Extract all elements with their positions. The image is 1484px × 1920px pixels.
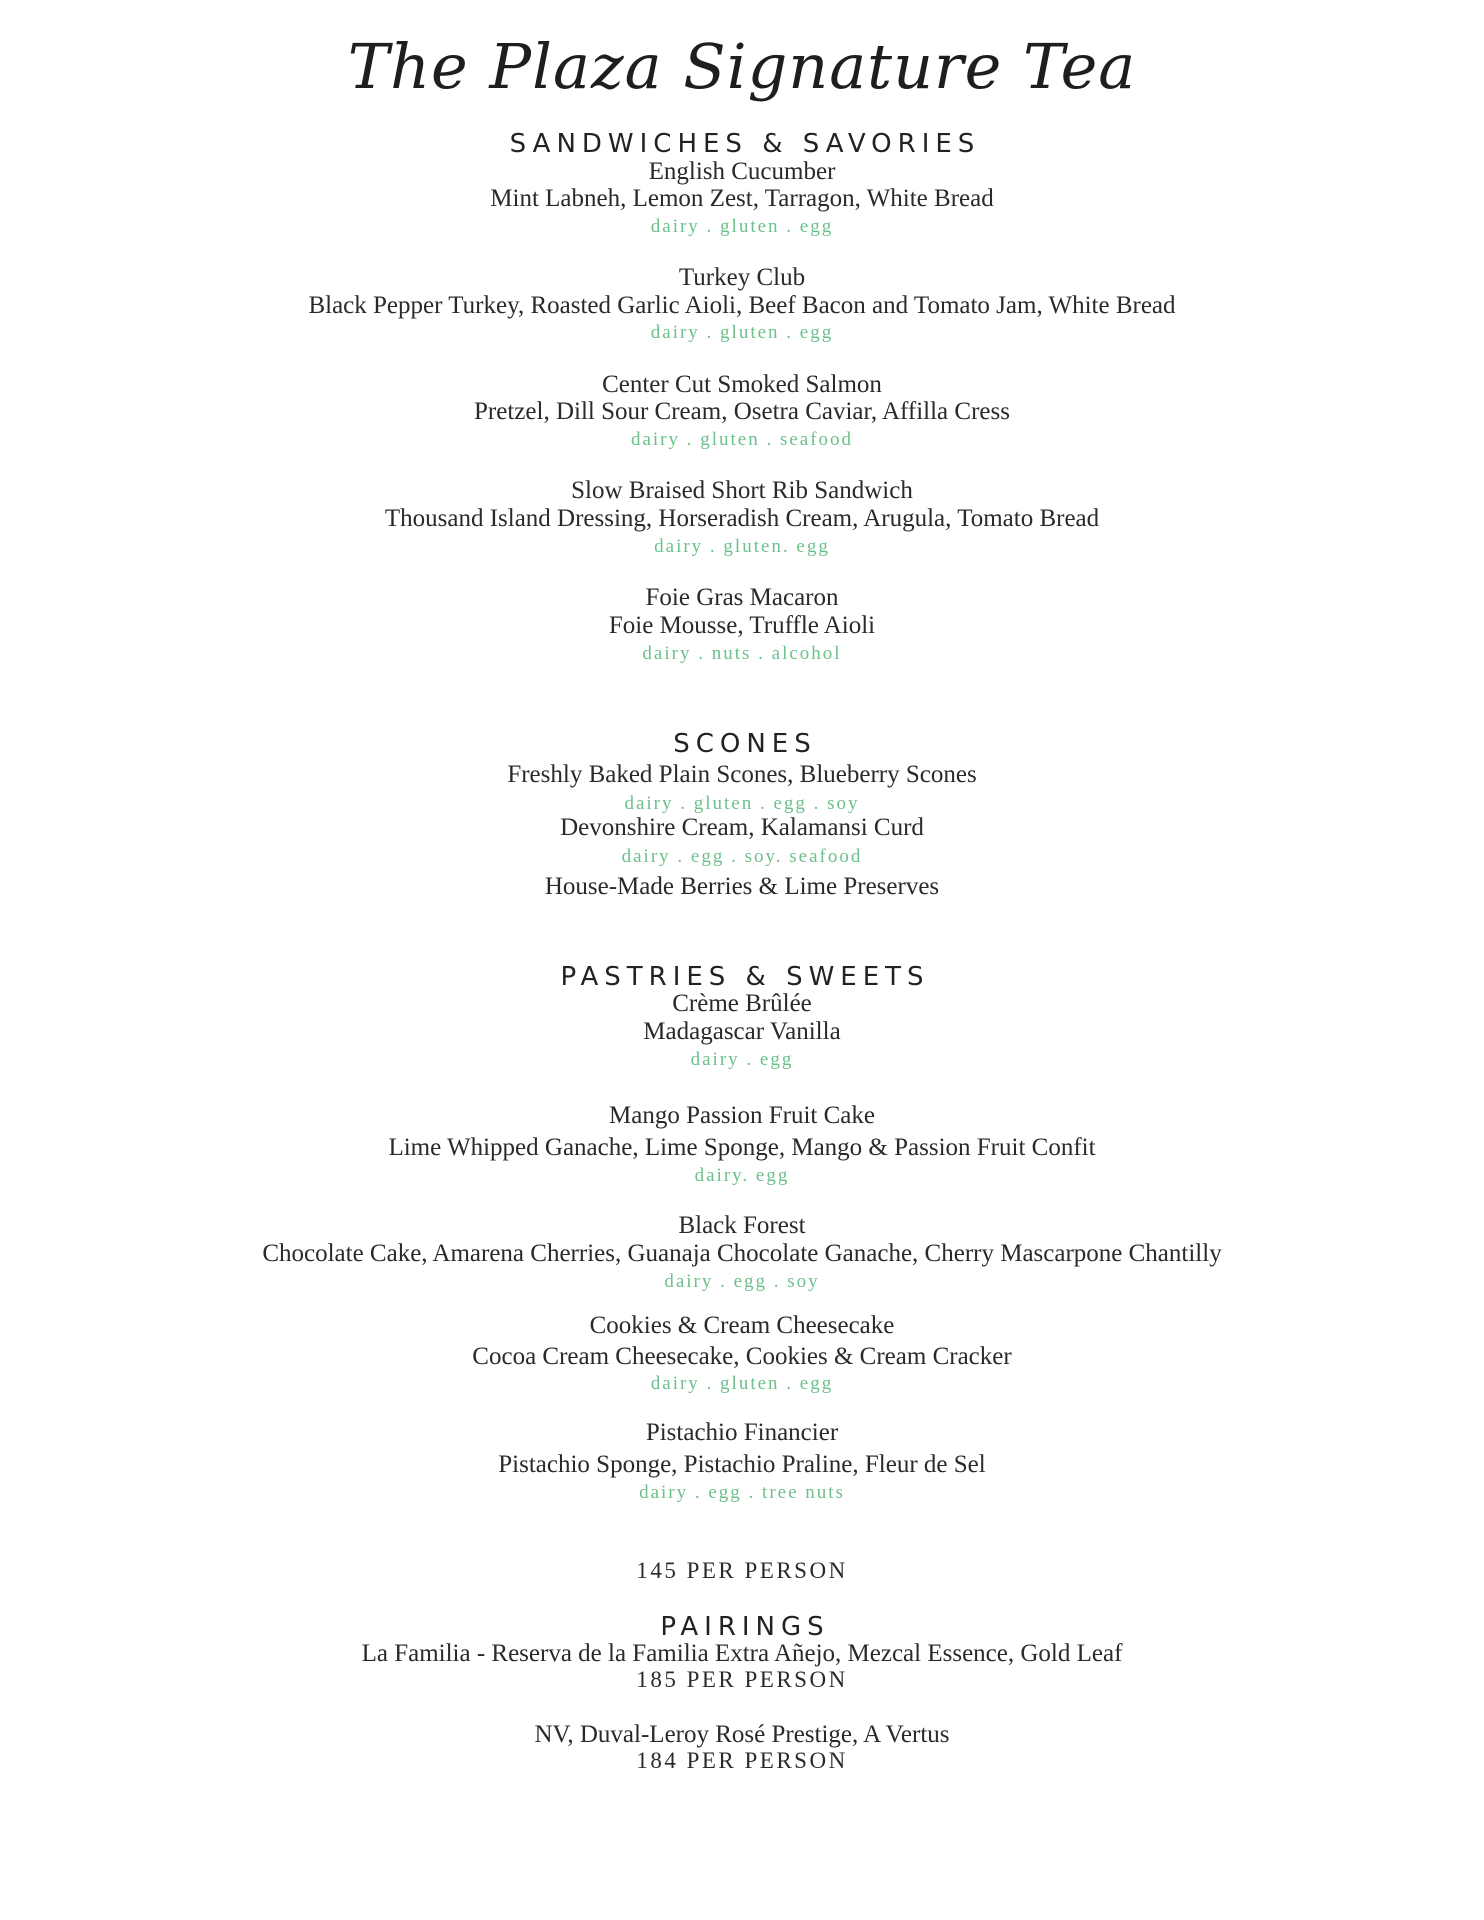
menu-item-name: Freshly Baked Plain Scones, Blueberry Scones [507,761,977,788]
page-title: The Plaza Signature Tea [347,30,1137,103]
menu-item-name: Turkey Club [678,264,806,291]
menu-item-name: Foie Gras Macaron [645,584,839,611]
menu-item-allergens: dairy . gluten . egg [650,322,834,343]
menu-item-description: Foie Mousse, Truffle Aioli [608,612,876,639]
section-heading-sandwiches: SANDWICHES & SAVORIES [509,129,981,159]
menu-item-allergens: dairy . egg [690,1049,794,1070]
pairing-price: 185 PER PERSON [636,1667,848,1692]
menu-item-description: Madagascar Vanilla [643,1018,841,1045]
menu-item-name: Devonshire Cream, Kalamansi Curd [560,814,924,841]
menu-item-name: Pistachio Financier [645,1419,839,1446]
menu-item-description: Black Pepper Turkey, Roasted Garlic Aioli, Beef Bacon and Tomato Jam, White Bread [308,292,1176,319]
menu-item-description: Thousand Island Dressing, Horseradish Cream, Arugula, Tomato Bread [384,505,1100,532]
menu-item-allergens: dairy . egg . tree nuts [639,1482,845,1503]
section-heading-pairings: PAIRINGS [660,1612,830,1642]
section-heading-pastries: PASTRIES & SWEETS [560,962,930,992]
menu-item-description: Pistachio Sponge, Pistachio Praline, Fleur de Sel [498,1451,986,1478]
menu-item-name: Crème Brûlée [672,990,812,1017]
menu-item-name: Black Forest [678,1212,806,1239]
menu-item-allergens: dairy . gluten. egg [654,536,830,557]
pairing-name: NV, Duval-Leroy Rosé Prestige, A Vertus [534,1721,950,1748]
menu-item-name: Cookies & Cream Cheesecake [589,1312,895,1339]
menu-item-description: Pretzel, Dill Sour Cream, Osetra Caviar, Affilla Cress [474,398,1010,425]
menu-item-name: English Cucumber [648,158,836,185]
menu-item-allergens: dairy . gluten . egg [650,1373,834,1394]
menu-item-allergens: dairy . nuts . alcohol [642,643,842,664]
section-heading-scones: SCONES [673,729,817,759]
menu-item-description: Lime Whipped Ganache, Lime Sponge, Mango & Passion Fruit Confit [388,1134,1096,1161]
menu-item-allergens: dairy . egg . soy [664,1271,820,1292]
menu-item-allergens: dairy. egg [694,1165,790,1186]
menu-item-name: Slow Braised Short Rib Sandwich [571,477,913,504]
menu-item-description: Mint Labneh, Lemon Zest, Tarragon, White Bread [490,185,994,212]
menu-item-description: Cocoa Cream Cheesecake, Cookies & Cream Cracker [472,1343,1012,1370]
menu-item-description: Chocolate Cake, Amarena Cherries, Guanaja Chocolate Ganache, Cherry Mascarpone Chantilly [262,1240,1222,1267]
menu-item-allergens: dairy . egg . soy. seafood [621,846,863,867]
menu-item-name: Mango Passion Fruit Cake [609,1102,875,1129]
pairing-price: 184 PER PERSON [636,1748,848,1773]
tea-price: 145 PER PERSON [636,1558,848,1583]
menu-item-allergens: dairy . gluten . egg . soy [624,793,860,814]
menu-item-allergens: dairy . gluten . egg [650,216,834,237]
pairing-name: La Familia - Reserva de la Familia Extra Añejo, Mezcal Essence, Gold Leaf [361,1640,1123,1667]
menu-item-name: Center Cut Smoked Salmon [602,371,882,398]
menu-item-name: House-Made Berries & Lime Preserves [544,873,940,900]
menu-item-allergens: dairy . gluten . seafood [630,429,854,450]
